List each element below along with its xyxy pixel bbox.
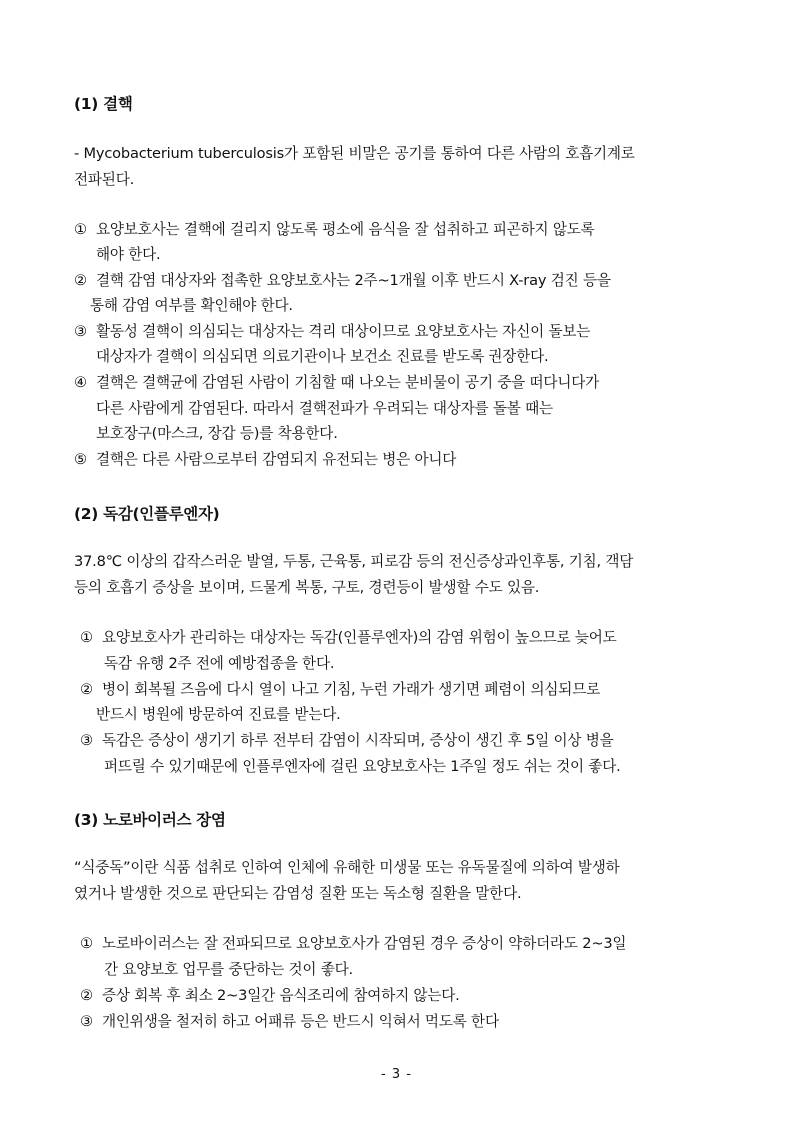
- list-item-continuation: 다른 사람에게 감염된다. 따라서 결핵전파가 우려되는 대상자를 돌볼 때는: [96, 400, 553, 417]
- list-item-text: 결핵 감염 대상자와 접촉한 요양보호사는 2주~1개월 이후 반드시 X-ray 검진 등을: [96, 272, 611, 289]
- list-item: [80, 731, 614, 751]
- list-item: [74, 271, 611, 291]
- section-heading-influenza: (2) 독감(인플루엔자): [74, 505, 220, 523]
- list-item-text: 병이 회복될 즈음에 다시 열이 나고 기침, 누런 가래가 생기면 폐렴이 의심되므로: [102, 681, 600, 698]
- list-item: [80, 1012, 499, 1032]
- list-item-text: 요양보호사가 관리하는 대상자는 독감(인플루엔자)의 감염 위험이 높으므로 늦어도: [102, 629, 617, 646]
- list-item-text: 결핵은 결핵균에 감염된 사람이 기침할 때 나오는 분비물이 공기 중을 떠다니다가: [96, 374, 600, 391]
- section-heading-norovirus: (3) 노로바이러스 장염: [74, 811, 226, 829]
- list-item-text: 결핵은 다른 사람으로부터 감염되지 유전되는 병은 아니다: [96, 451, 457, 468]
- list-item: [80, 934, 626, 954]
- list-number: ②: [74, 272, 87, 289]
- list-item: [74, 220, 595, 240]
- list-number: ③: [80, 1013, 93, 1030]
- paragraph-line: - Mycobacterium tuberculosis가 포함된 비말은 공기를 통하여 다른 사람의 호흡기계로: [74, 145, 635, 162]
- list-item: [80, 628, 617, 648]
- list-item-text: 개인위생을 철저히 하고 어패류 등은 반드시 익혀서 먹도록 한다: [102, 1013, 499, 1030]
- list-number: ②: [80, 681, 93, 698]
- paragraph-line: “식중독”이란 식품 섭취로 인하여 인체에 유해한 미생물 또는 유독물질에 의하여 발생하: [74, 859, 620, 876]
- page-number: - 3 -: [381, 1067, 412, 1082]
- list-item-continuation: 보호장구(마스크, 장갑 등)를 착용한다.: [96, 425, 338, 442]
- list-item-continuation: 독감 유행 2주 전에 예방접종을 한다.: [104, 655, 335, 672]
- list-number: ③: [74, 323, 87, 340]
- list-number: ①: [80, 935, 93, 952]
- list-item-text: 독감은 증상이 생기기 하루 전부터 감염이 시작되며, 증상이 생긴 후 5일 이상 병을: [102, 732, 614, 749]
- paragraph-line: 등의 호흡기 증상을 보이며, 드물게 복통, 구토, 경련등이 발생할 수도 있음.: [74, 579, 540, 596]
- list-item-text: 노로바이러스는 잘 전파되므로 요양보호사가 감염된 경우 증상이 약하더라도 2~3일: [102, 935, 627, 952]
- list-number: ③: [80, 732, 93, 749]
- list-item: [80, 986, 460, 1006]
- list-number: ①: [74, 221, 87, 238]
- list-item: [80, 680, 600, 700]
- list-item-continuation: 통해 감염 여부를 확인해야 한다.: [90, 297, 293, 314]
- list-item-continuation: 반드시 병원에 방문하여 진료를 받는다.: [96, 706, 341, 723]
- paragraph-line: 였거나 발생한 것으로 판단되는 감염성 질환 또는 독소형 질환을 말한다.: [74, 885, 522, 902]
- list-item-text: 요양보호사는 결핵에 걸리지 않도록 평소에 음식을 잘 섭취하고 피곤하지 않도록: [96, 221, 595, 238]
- list-number: ④: [74, 374, 87, 391]
- list-number: ⑤: [74, 451, 87, 468]
- list-item-continuation: 퍼뜨릴 수 있기때문에 인플루엔자에 걸린 요양보호사는 1주일 정도 쉬는 것이 좋다.: [104, 758, 621, 775]
- list-item: [74, 450, 456, 470]
- list-item: [74, 373, 599, 393]
- section-heading-tuberculosis: (1) 결핵: [74, 95, 133, 113]
- list-item-continuation: 대상자가 결핵이 의심되면 의료기관이나 보건소 진료를 받도록 권장한다.: [96, 348, 549, 365]
- list-number: ①: [80, 629, 93, 646]
- paragraph-line: 전파된다.: [74, 171, 135, 188]
- list-item: [74, 322, 590, 342]
- list-item-text: 활동성 결핵이 의심되는 대상자는 격리 대상이므로 요양보호사는 자신이 돌보는: [96, 323, 591, 340]
- list-item-continuation: 간 요양보호 업무를 중단하는 것이 좋다.: [104, 961, 353, 978]
- paragraph-line: 37.8℃ 이상의 갑작스러운 발열, 두통, 근육통, 피로감 등의 전신증상과인후통, 기침, 객담: [74, 553, 634, 570]
- list-item-continuation: 해야 한다.: [96, 246, 161, 263]
- list-number: ②: [80, 987, 93, 1004]
- list-item-text: 증상 회복 후 최소 2~3일간 음식조리에 참여하지 않는다.: [102, 987, 460, 1004]
